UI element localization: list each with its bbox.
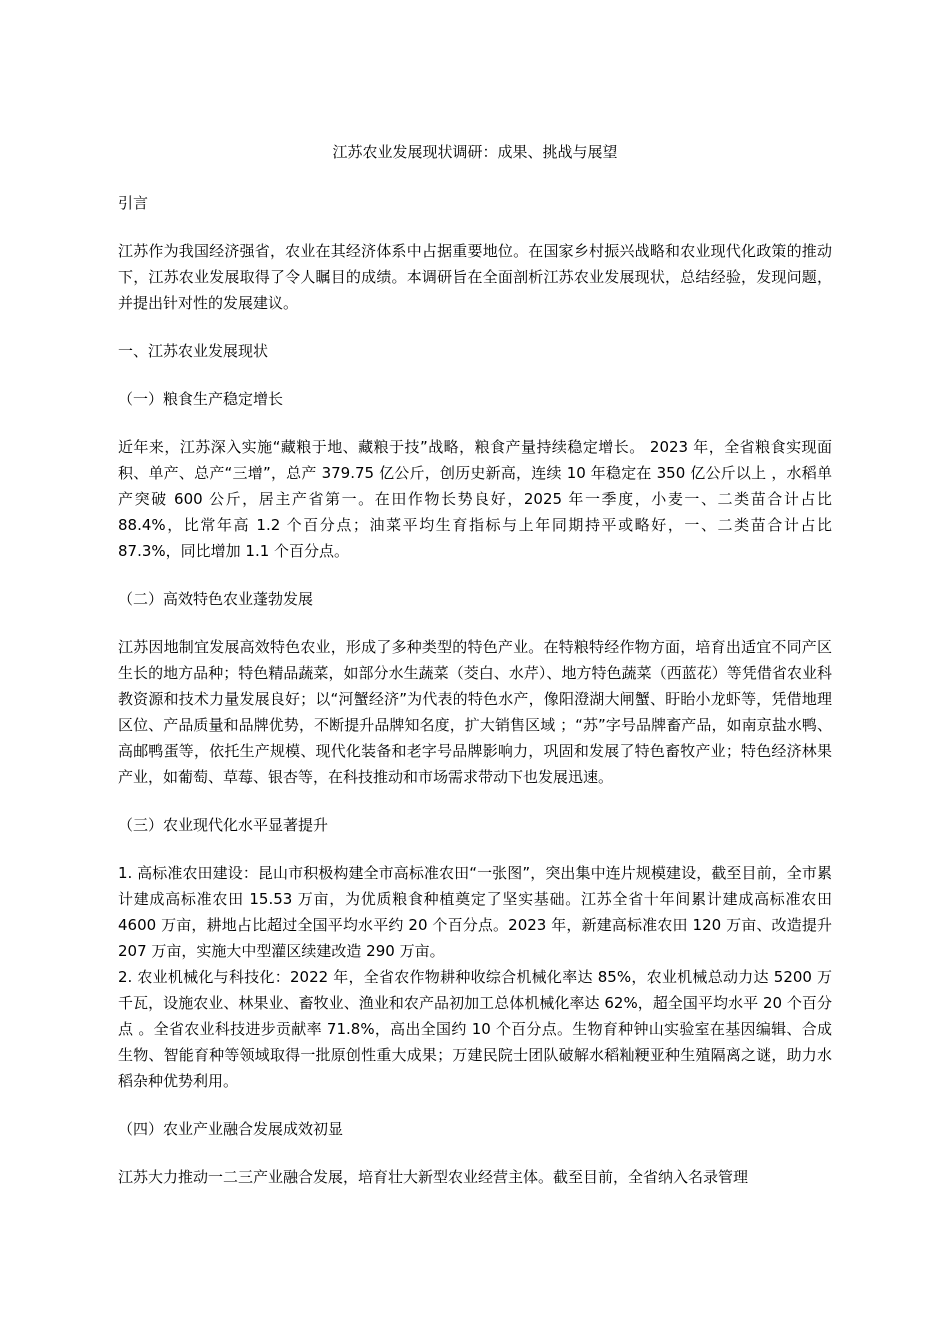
subsection-1-paragraph: 近年来，江苏深入实施“藏粮于地、藏粮于技”战略，粮食产量持续稳定增长。 2023 年，全省粮食实现面积、单产、总产“三增”，总产 379.75 亿公斤，创历史新高，连续 10 年稳定在 350 亿公斤以上 ，水稻单产突破 600 公斤，居主产省第一。在田作物长势良好，2025 年一季度，小麦一、二类苗合计占比 88.4%，比常年高 1.2 个百分点；油菜平均生育指标与上年同期持平或略好，一、二类苗合计占比 87.3%，同比增加 1.1 个百分点。 <box>118 438 832 560</box>
intro-paragraph: 江苏作为我国经济强省，农业在其经济体系中占据重要地位。在国家乡村振兴战略和农业现代化政策的推动下，江苏农业发展取得了令人瞩目的成绩。本调研旨在全面剖析江苏农业发展现状，总结经验，发现问题，并提出针对性的发展建议。 <box>118 242 832 312</box>
subsection-3-heading: （三）农业现代化水平显著提升 <box>118 816 329 834</box>
section-1-heading: 一、江苏农业发展现状 <box>118 342 269 360</box>
document-body <box>118 139 832 1190</box>
list-item: 1. 高标准农田建设：昆山市积极构建全市高标准农田“一张图”，突出集中连片规模建设，截至目前，全市累计建成高标准农田 15.53 万亩，为优质粮食种植奠定了坚实基础。江苏全省十年间累计建成高标准农田 4600 万亩，耕地占比超过全国平均水平约 20 个百分点。2023 年，新建高标准农田 120 万亩、改造提升 207 万亩，实施大中型灌区续建改造 290 万亩。 <box>118 864 832 960</box>
intro-heading: 引言 <box>118 194 149 212</box>
subsection-4-heading: （四）农业产业融合发展成效初显 <box>118 1120 344 1138</box>
subsection-1-heading: （一）粮食生产稳定增长 <box>118 390 284 408</box>
list-item: 2. 农业机械化与科技化：2022 年，全省农作物耕种收综合机械化率达 85%，农业机械总动力达 5200 万千瓦，设施农业、林果业、畜牧业、渔业和农产品初加工总体机械化率达 62%，超全国平均水平 20 个百分点 。全省农业科技进步贡献率 71.8%，高出全国约 10 个百分点。生物育种钟山实验室在基因编辑、合成生物、智能育种等领域取得一批原创性重大成果；万建民院士团队破解水稻籼粳亚种生殖隔离之谜，助力水稻杂种优势利用。 <box>118 968 832 1090</box>
subsection-2-heading: （二）高效特色农业蓬勃发展 <box>118 590 314 608</box>
subsection-2-paragraph: 江苏因地制宜发展高效特色农业，形成了多种类型的特色产业。在特粮特经作物方面，培育出适宜不同产区生长的地方品种；特色精品蔬菜，如部分水生蔬菜（茭白、水芹）、地方特色蔬菜（西蓝花）等凭借省农业科教资源和技术力量发展良好；以“河蟹经济”为代表的特色水产，像阳澄湖大闸蟹、盱眙小龙虾等，凭借地理区位、产品质量和品牌优势，不断提升品牌知名度，扩大销售区域 ；“苏”字号品牌畜产品，如南京盐水鸭、高邮鸭蛋等，依托生产规模、现代化装备和老字号品牌影响力，巩固和发展了特色畜牧产业；特色经济林果产业，如葡萄、草莓、银杏等，在科技推动和市场需求带动下也发展迅速。 <box>118 638 832 786</box>
document-title: 江苏农业发展现状调研：成果、挑战与展望 <box>332 143 618 161</box>
subsection-3-list <box>118 860 832 1094</box>
subsection-4-paragraph: 江苏大力推动一二三产业融合发展，培育壮大新型农业经营主体。截至目前，全省纳入名录管理 <box>118 1168 749 1186</box>
